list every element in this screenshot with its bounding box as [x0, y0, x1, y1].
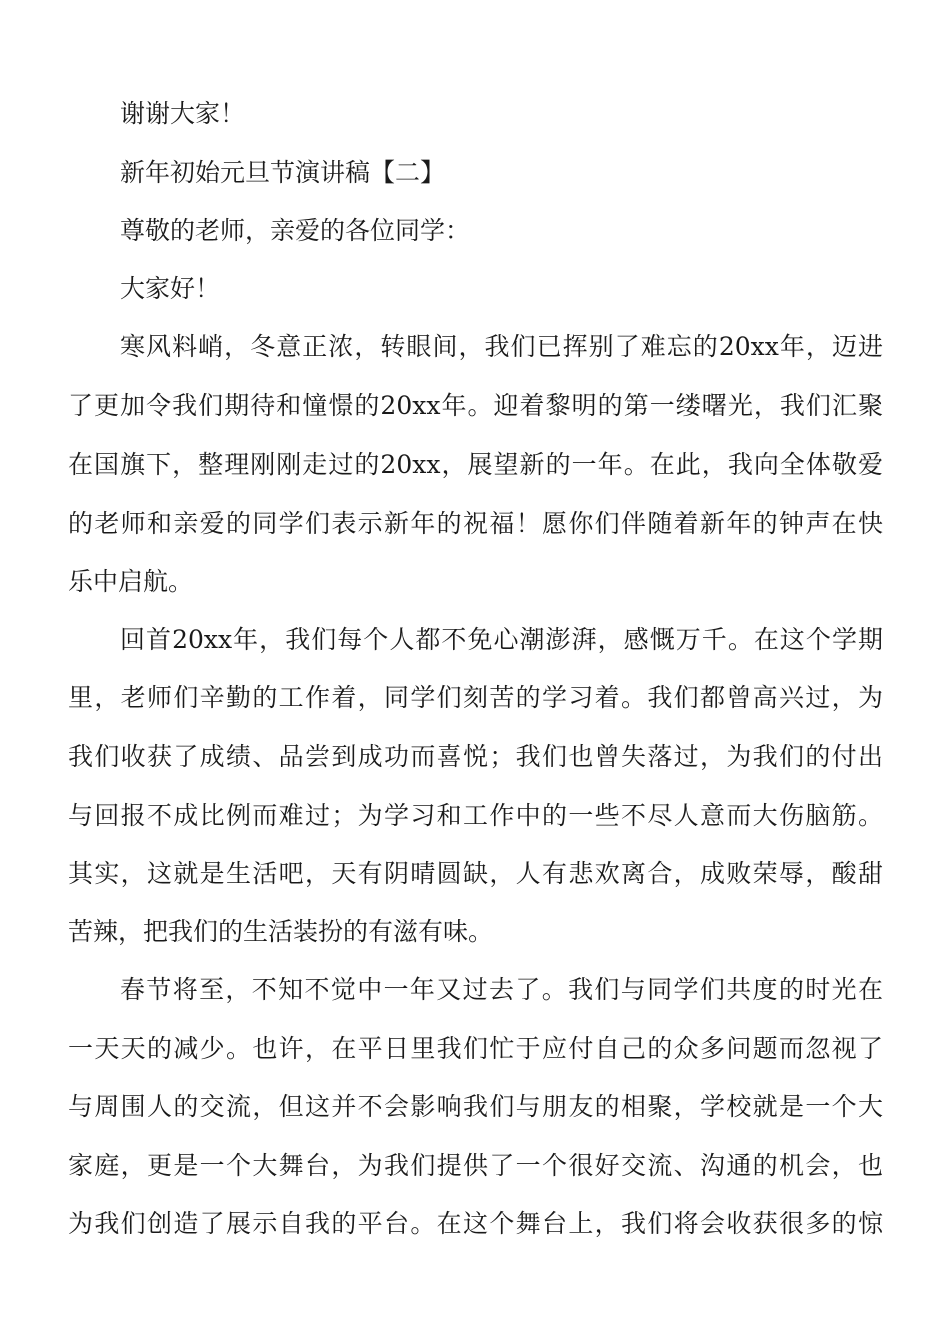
paragraph-3-line-1: 春节将至，不知不觉中一年又过去了。我们与同学们共度的时光在	[120, 975, 883, 1004]
paragraph-2-line-2: 里，老师们辛勤的工作着，同学们刻苦的学习着。我们都曾高兴过，为	[68, 683, 883, 712]
paragraph-3-line-5: 为我们创造了展示自我的平台。在这个舞台上，我们将会收获很多的惊	[68, 1209, 883, 1238]
paragraph-2-line-1: 回首20xx年，我们每个人都不免心潮澎湃，感慨万千。在这个学期	[120, 625, 883, 654]
paragraph-1-line-3: 在国旗下，整理刚刚走过的20xx，展望新的一年。在此，我向全体敬爱	[68, 450, 883, 479]
paragraph-1-line-2: 了更加令我们期待和憧憬的20xx年。迎着黎明的第一缕曙光，我们汇聚	[68, 391, 883, 420]
paragraph-3-line-4: 家庭，更是一个大舞台，为我们提供了一个很好交流、沟通的机会，也	[68, 1151, 883, 1180]
closing-thanks: 谢谢大家！	[120, 99, 246, 128]
salutation: 尊敬的老师，亲爱的各位同学：	[120, 216, 471, 245]
speech-title: 新年初始元旦节演讲稿【二】	[120, 158, 446, 187]
paragraph-1-line-1: 寒风料峭，冬意正浓，转眼间，我们已挥别了难忘的20xx年，迈进	[120, 332, 883, 361]
paragraph-2-line-4: 与回报不成比例而难过；为学习和工作中的一些不尽人意而大伤脑筋。	[68, 801, 883, 830]
paragraph-2-line-5: 其实，这就是生活吧，天有阴晴圆缺，人有悲欢离合，成败荣辱，酸甜	[68, 859, 883, 888]
greeting: 大家好！	[120, 274, 221, 303]
paragraph-2-line-6: 苦辣，把我们的生活装扮的有滋有味。	[68, 917, 494, 946]
paragraph-3-line-2: 一天天的减少。也许，在平日里我们忙于应付自己的众多问题而忽视了	[68, 1034, 883, 1063]
paragraph-1-line-4: 的老师和亲爱的同学们表示新年的祝福！愿你们伴随着新年的钟声在快	[68, 509, 883, 538]
paragraph-3-line-3: 与周围人的交流，但这并不会影响我们与朋友的相聚，学校就是一个大	[68, 1092, 883, 1121]
paragraph-2-line-3: 我们收获了成绩、品尝到成功而喜悦；我们也曾失落过，为我们的付出	[68, 742, 883, 771]
paragraph-1-line-5: 乐中启航。	[68, 567, 194, 596]
